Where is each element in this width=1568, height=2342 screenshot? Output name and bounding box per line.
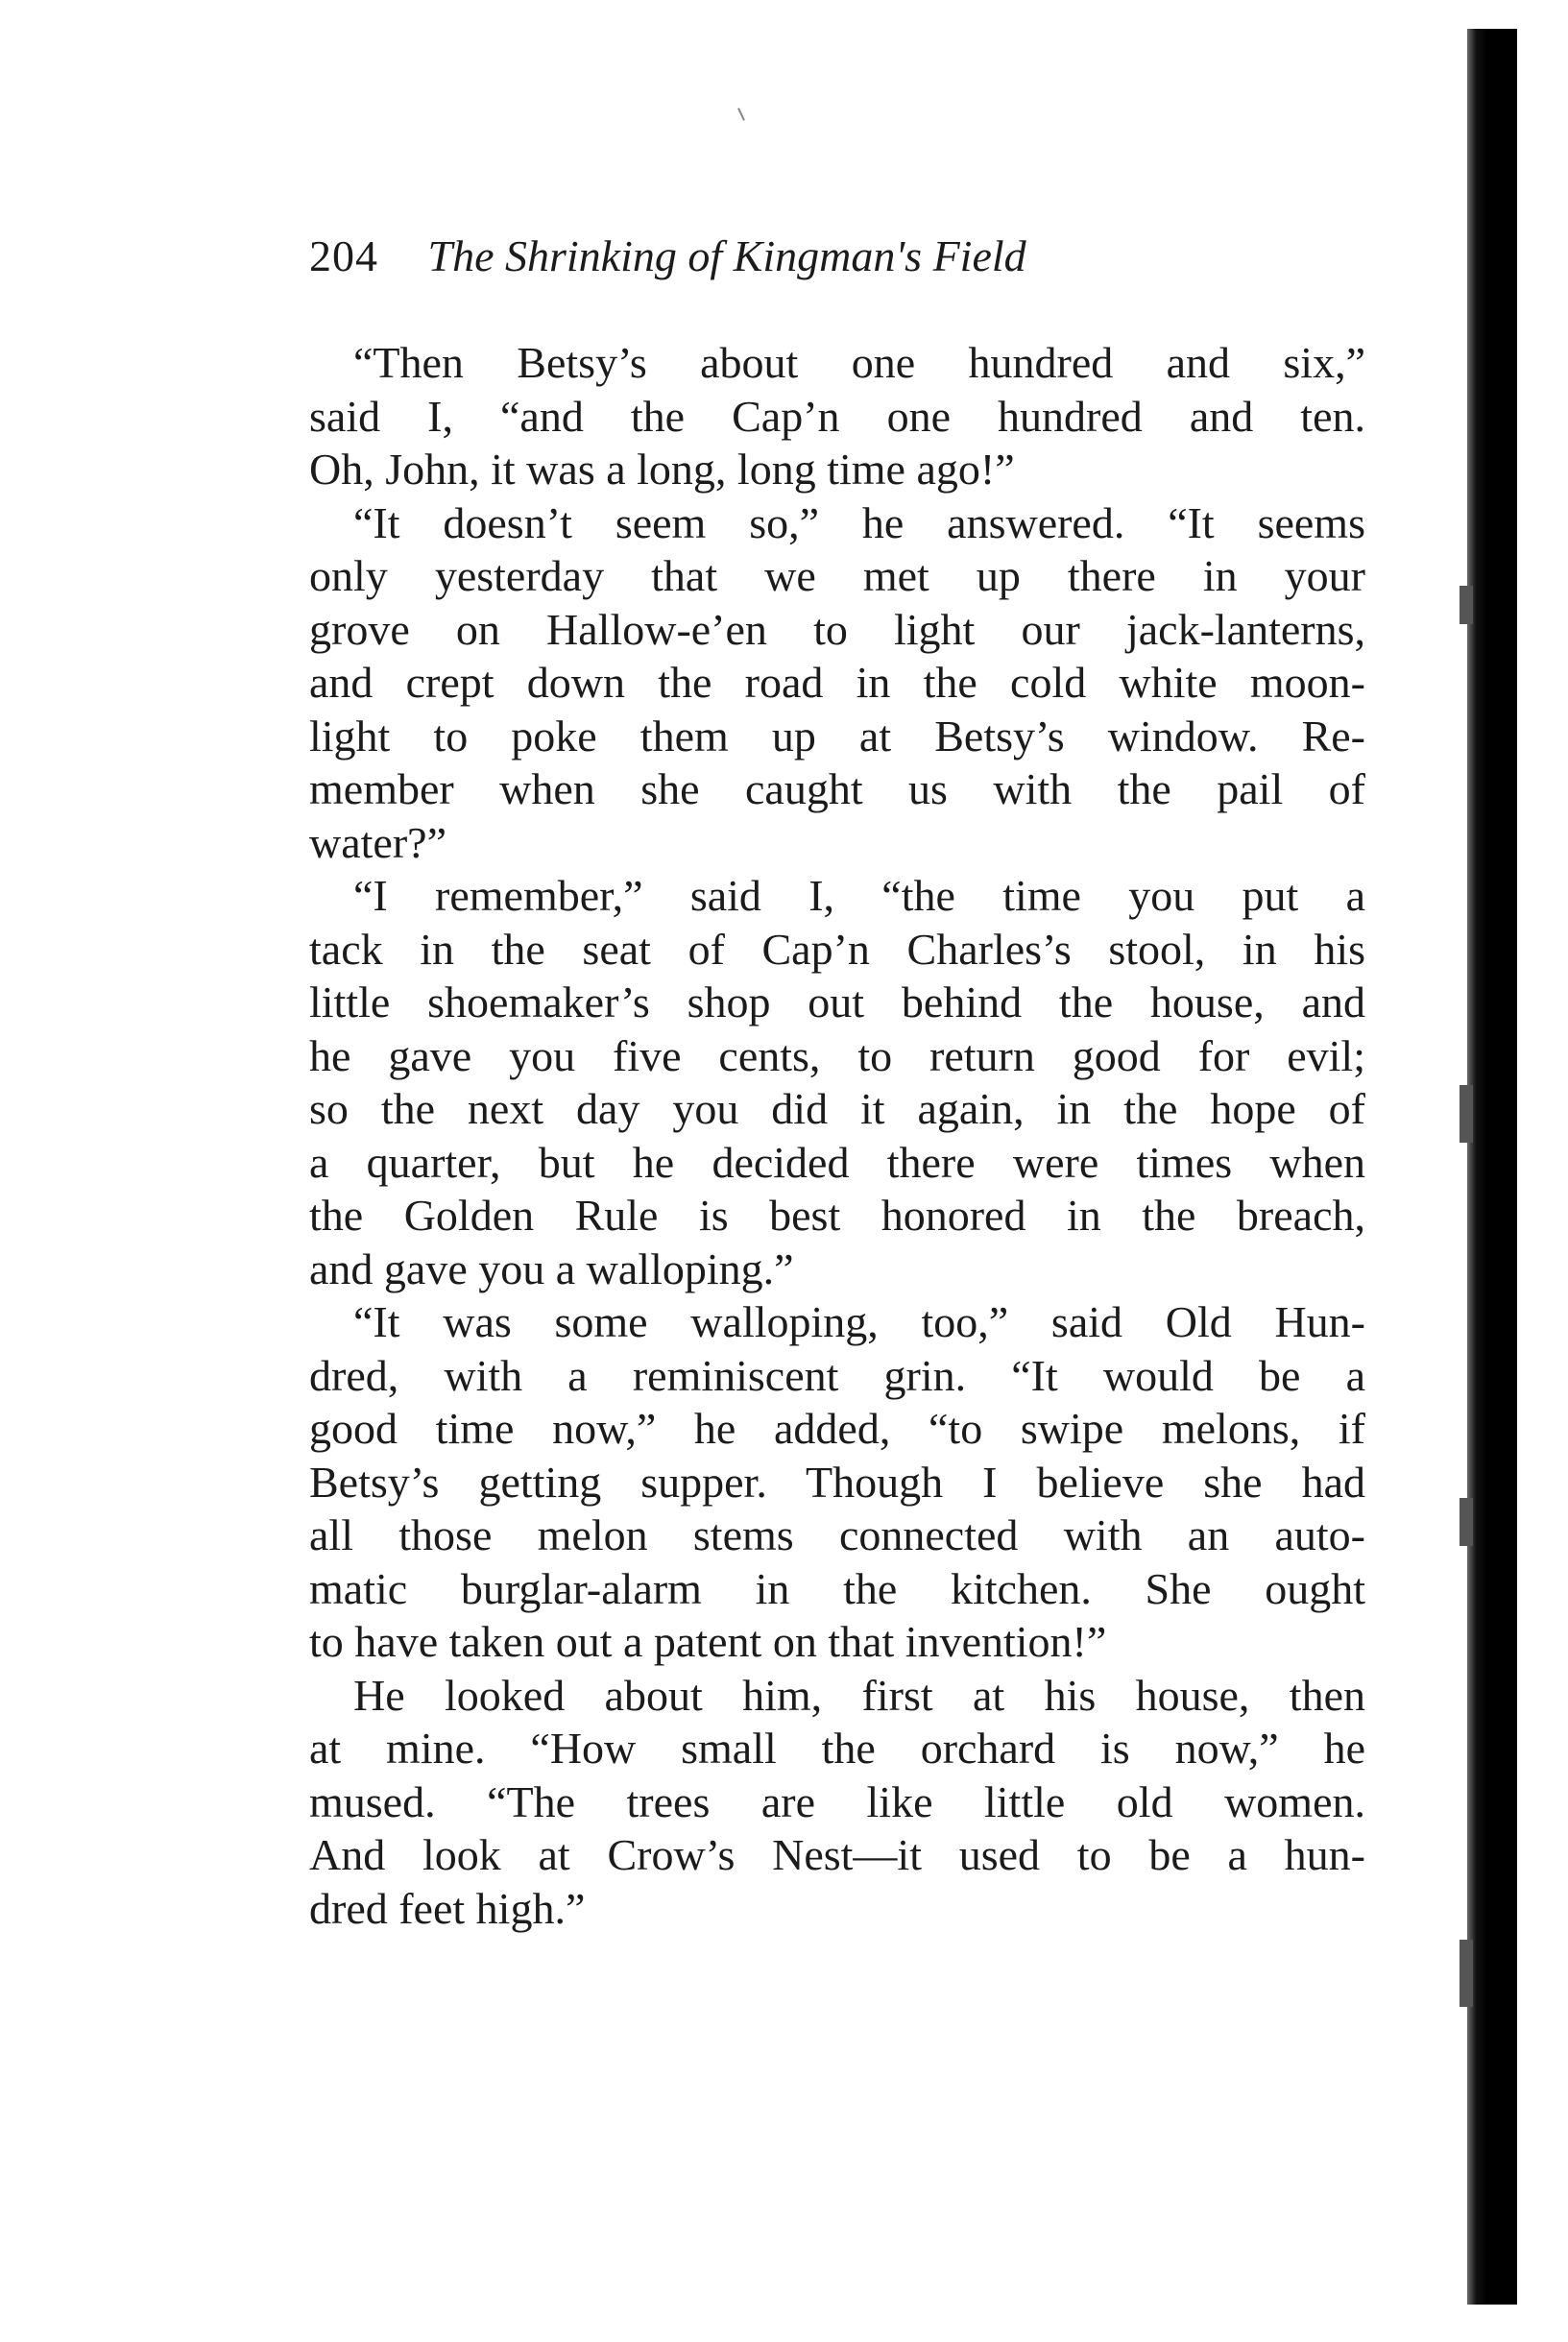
text-line: water?” <box>309 817 446 867</box>
text-line: he gave you five cents, to return good for evil; <box>309 1030 1365 1080</box>
text-line: to have taken out a patent on that invention!” <box>309 1617 1107 1666</box>
text-line: and crept down the road in the cold white moon- <box>309 658 1365 707</box>
text-line: at mine. “How small the orchard is now,” he <box>309 1724 1365 1773</box>
text-line: said I, “and the Cap’n one hundred and ten. <box>309 391 1365 441</box>
text-line: good time now,” he added, “to swipe melons, if <box>309 1404 1365 1453</box>
binding-speck <box>1459 586 1473 624</box>
page-header <box>309 223 1365 290</box>
page-number: 204 <box>309 231 378 280</box>
text-line: tack in the seat of Cap’n Charles’s stool, in his <box>309 924 1365 974</box>
text-line: “I remember,” said I, “the time you put a <box>353 871 1365 920</box>
text-line: He looked about him, first at his house, then <box>353 1670 1365 1720</box>
text-line: matic burglar-alarm in the kitchen. She ought <box>309 1563 1365 1613</box>
page-binding-edge <box>1467 29 1517 2305</box>
running-title: The Shrinking of Kingman's Field <box>427 231 1026 280</box>
stray-ink-mark <box>737 108 745 121</box>
text-line: member when she caught us with the pail of <box>309 764 1365 813</box>
text-line: so the next day you did it again, in the hope of <box>309 1084 1365 1133</box>
binding-speck <box>1459 1940 1473 2007</box>
text-line: all those melon stems connected with an auto- <box>309 1510 1365 1559</box>
binding-speck <box>1459 1498 1473 1546</box>
text-line: only yesterday that we met up there in your <box>309 551 1365 600</box>
text-line: dred feet high.” <box>309 1883 586 1933</box>
text-line: “It doesn’t seem so,” he answered. “It seems <box>353 497 1365 547</box>
text-line: Betsy’s getting supper. Though I believe she had <box>309 1457 1365 1507</box>
text-line: the Golden Rule is best honored in the breach, <box>309 1191 1365 1240</box>
text-line: “Then Betsy’s about one hundred and six,” <box>353 338 1365 387</box>
text-line: And look at Crow’s Nest—it used to be a hun- <box>309 1830 1365 1879</box>
text-line: a quarter, but he decided there were times when <box>309 1137 1365 1187</box>
text-line: little shoemaker’s shop out behind the house, and <box>309 978 1365 1026</box>
text-line: light to poke them up at Betsy’s window. Re- <box>309 711 1365 761</box>
text-line: dred, with a reminiscent grin. “It would be a <box>309 1350 1365 1400</box>
text-line: and gave you a walloping.” <box>309 1243 794 1293</box>
binding-speck <box>1459 1085 1473 1143</box>
text-line: “It was some walloping, too,” said Old Hun- <box>353 1297 1365 1346</box>
text-line: mused. “The trees are like little old women. <box>309 1776 1365 1826</box>
text-line: Oh, John, it was a long, long time ago!” <box>309 445 1015 494</box>
body-text <box>309 336 1365 1935</box>
text-line: grove on Hallow-e’en to light our jack-lanterns, <box>309 604 1365 654</box>
